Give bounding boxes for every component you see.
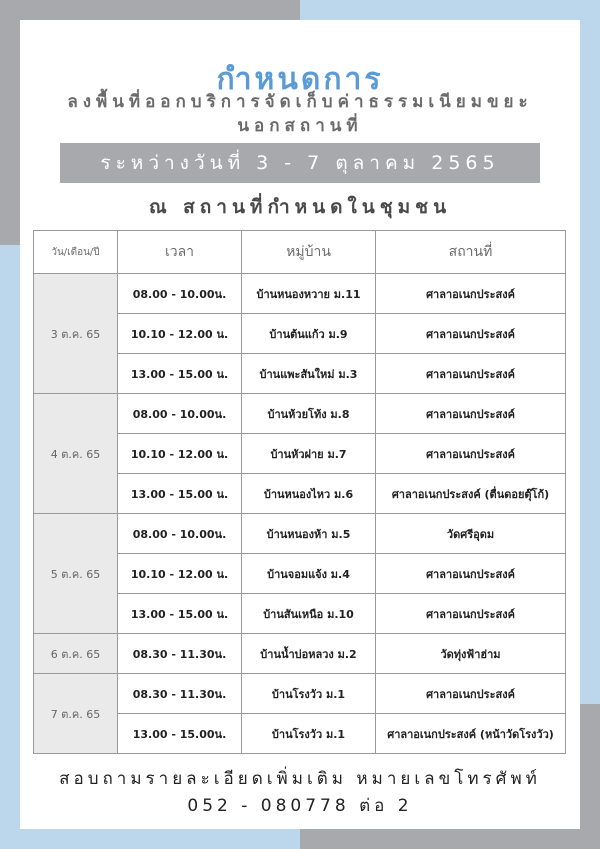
place-cell: ศาลาอเนกประสงค์ [376,314,566,354]
table-row [34,634,566,674]
place-cell: วัดศรีอุดม [376,514,566,554]
contact-phone: 052 - 080778 ต่อ 2 [187,796,413,816]
page-title: กำหนดการ [216,62,384,97]
place-cell: ศาลาอเนกประสงค์ [376,434,566,474]
village-cell: บ้านน้ำบ่อหลวง ม.2 [242,634,376,674]
date-cell: 6 ต.ค. 65 [34,634,118,674]
time-cell: 08.30 - 11.30น. [118,634,242,674]
header-village: หมู่บ้าน [242,231,376,274]
place-cell: ศาลาอเนกประสงค์ (ตื่นดอยตุ๊โก้) [376,474,566,514]
place-cell: ศาลาอเนกประสงค์ (หน้าวัดโรงวัว) [376,714,566,754]
time-cell: 13.00 - 15.00 น. [118,594,242,634]
header-date: วัน/เดือน/ปี [34,231,118,274]
header-time: เวลา [118,231,242,274]
schedule-table [33,230,566,754]
time-cell: 13.00 - 15.00น. [118,714,242,754]
village-cell: บ้านต้นแก้ว ม.9 [242,314,376,354]
time-cell: 10.10 - 12.00 น. [118,434,242,474]
time-cell: 08.00 - 10.00น. [118,514,242,554]
village-cell: บ้านแพะสันใหม่ ม.3 [242,354,376,394]
village-cell: บ้านหนองห้า ม.5 [242,514,376,554]
village-cell: บ้านสันเหนือ ม.10 [242,594,376,634]
place-cell: ศาลาอเนกประสงค์ [376,394,566,434]
table-row [34,274,566,314]
village-cell: บ้านหัวฝาย ม.7 [242,434,376,474]
time-cell: 10.10 - 12.00 น. [118,554,242,594]
village-cell: บ้านจอมแจ้ง ม.4 [242,554,376,594]
table-row [34,394,566,434]
date-cell: 3 ต.ค. 65 [34,274,118,394]
contact-text: สอบถามรายละเอียดเพิ่มเติม หมายเลขโทรศัพท์ [59,769,541,789]
date-range-text: ระหว่างวันที่ 3 - 7 ตุลาคม 2565 [100,152,500,174]
village-cell: บ้านห้วยโท้ง ม.8 [242,394,376,434]
time-cell: 13.00 - 15.00 น. [118,354,242,394]
time-cell: 08.00 - 10.00น. [118,274,242,314]
village-cell: บ้านหนองไหว ม.6 [242,474,376,514]
schedule-table-body [34,274,566,754]
table-header-row [34,231,566,274]
village-cell: บ้านโรงวัว ม.1 [242,714,376,754]
place-cell: ศาลาอเนกประสงค์ [376,594,566,634]
time-cell: 08.00 - 10.00น. [118,394,242,434]
date-cell: 4 ต.ค. 65 [34,394,118,514]
date-cell: 5 ต.ค. 65 [34,514,118,634]
time-cell: 13.00 - 15.00 น. [118,474,242,514]
village-cell: บ้านโรงวัว ม.1 [242,674,376,714]
village-cell: บ้านหนองหวาย ม.11 [242,274,376,314]
time-cell: 08.30 - 11.30น. [118,674,242,714]
place-cell: ศาลาอเนกประสงค์ [376,354,566,394]
location-heading: ณ สถานที่กำหนดในชุมชน [148,196,452,218]
table-row [34,674,566,714]
schedule-card [20,20,580,829]
place-cell: ศาลาอเนกประสงค์ [376,274,566,314]
header-place: สถานที่ [376,231,566,274]
place-cell: ศาลาอเนกประสงค์ [376,674,566,714]
place-cell: ศาลาอเนกประสงค์ [376,554,566,594]
time-cell: 10.10 - 12.00 น. [118,314,242,354]
table-row [34,514,566,554]
place-cell: วัดทุ่งฟ้าฮ่าม [376,634,566,674]
date-range-banner [60,143,540,183]
page-subtitle: ลงพื้นที่ออกบริการจัดเก็บค่าธรรมเนียมขยะนอกสถานที่ [67,92,533,136]
date-cell: 7 ต.ค. 65 [34,674,118,754]
